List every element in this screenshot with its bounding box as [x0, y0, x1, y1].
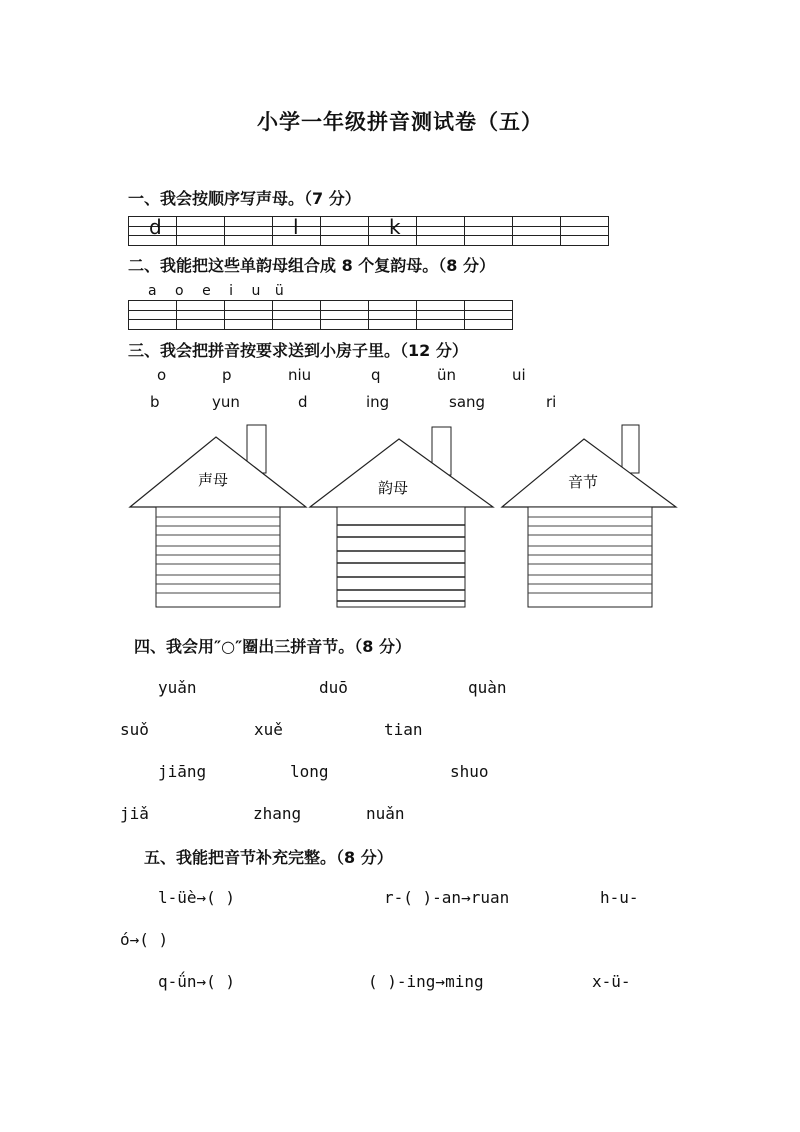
pinyin-p: p [222, 366, 232, 384]
syllable-long: long [290, 762, 329, 781]
grid-letter: d [149, 215, 162, 239]
fill-blank-lue: l-üè→( ) [158, 888, 236, 907]
pinyin-yun: yun [212, 393, 240, 411]
syllable-yuan: yuǎn [158, 678, 197, 697]
section-2-writing-grid [128, 300, 513, 330]
fill-blank-huo-start: h-u- [600, 888, 639, 907]
pinyin-un: ün [437, 366, 457, 384]
grid-cell[interactable] [369, 217, 417, 246]
pinyin-ing: ing [366, 393, 390, 411]
sorting-houses [120, 415, 700, 615]
pinyin-niu: niu [288, 366, 312, 384]
vowel-v: ü [274, 283, 284, 299]
pinyin-o: o [157, 366, 167, 384]
pinyin-b: b [150, 393, 160, 411]
grid-cell[interactable] [225, 301, 273, 330]
syllable-suo: suǒ [120, 720, 149, 739]
grid-cell[interactable] [417, 217, 465, 246]
grid-cell[interactable] [321, 301, 369, 330]
grid-cell[interactable] [369, 301, 417, 330]
pinyin-d: d [298, 393, 308, 411]
section-3-heading: 三、我会把拼音按要求送到小房子里。（12 分） [128, 341, 468, 360]
section-5-heading: 五、我能把音节补充完整。（8 分） [144, 848, 393, 867]
fill-blank-ming: ( )-ing→ming [368, 972, 484, 991]
grid-cell[interactable] [321, 217, 369, 246]
page-title: 小学一年级拼音测试卷（五） [257, 110, 543, 134]
syllable-tian: tian [384, 720, 423, 739]
pinyin-q: q [371, 366, 381, 384]
syllable-zhang: zhang [253, 804, 302, 823]
fill-blank-ruan: r-( )-an→ruan [384, 888, 510, 907]
house-label-yunmu: 韵母 [378, 479, 409, 497]
grid-cell[interactable] [561, 217, 609, 246]
fill-blank-qun: q-ǘn→( ) [158, 972, 236, 991]
fill-blank-xu: x-ü- [592, 972, 631, 991]
pinyin-ui: ui [512, 366, 526, 384]
vowel-e: e [202, 283, 211, 299]
vowel-list [148, 283, 284, 299]
syllable-quan: quàn [468, 678, 507, 697]
pinyin-ri: ri [546, 393, 557, 411]
syllable-jia: jiǎ [120, 804, 149, 823]
house-label-yinjie: 音节 [568, 473, 599, 491]
syllable-duo: duō [319, 678, 348, 697]
house-shengmu [130, 425, 306, 607]
section-2-heading: 二、我能把这些单韵母组合成 8 个复韵母。（8 分） [128, 256, 495, 275]
fill-blank-huo-end: ó→( ) [120, 930, 169, 949]
house-label-shengmu: 声母 [198, 471, 229, 489]
vowel-i: i [229, 283, 234, 299]
grid-cell[interactable] [465, 301, 513, 330]
grid-cell[interactable] [225, 217, 273, 246]
vowel-u: u [251, 283, 261, 299]
section-1-writing-grid [128, 216, 609, 246]
grid-letter: l [293, 215, 299, 239]
pinyin-sang: sang [449, 393, 486, 411]
section-4-heading: 四、我会用″○″圈出三拼音节。（8 分） [134, 637, 411, 656]
house-yinjie [502, 425, 676, 607]
grid-letter: k [389, 215, 401, 239]
syllable-nuan: nuǎn [366, 804, 405, 823]
syllable-jiang: jiāng [158, 762, 207, 781]
vowel-o: o [175, 283, 184, 299]
grid-cell[interactable] [129, 301, 177, 330]
grid-cell[interactable] [273, 301, 321, 330]
grid-cell[interactable] [273, 217, 321, 246]
house-yunmu [310, 427, 493, 607]
grid-cell[interactable] [177, 301, 225, 330]
grid-cell[interactable] [465, 217, 513, 246]
syllable-shuo: shuo [450, 762, 489, 781]
section-1-heading: 一、我会按顺序写声母。（7 分） [128, 189, 361, 208]
grid-cell[interactable] [417, 301, 465, 330]
vowel-a: a [148, 283, 157, 299]
grid-cell[interactable] [177, 217, 225, 246]
grid-cell[interactable] [513, 217, 561, 246]
syllable-xue: xuě [254, 720, 283, 739]
grid-cell[interactable] [129, 217, 177, 246]
